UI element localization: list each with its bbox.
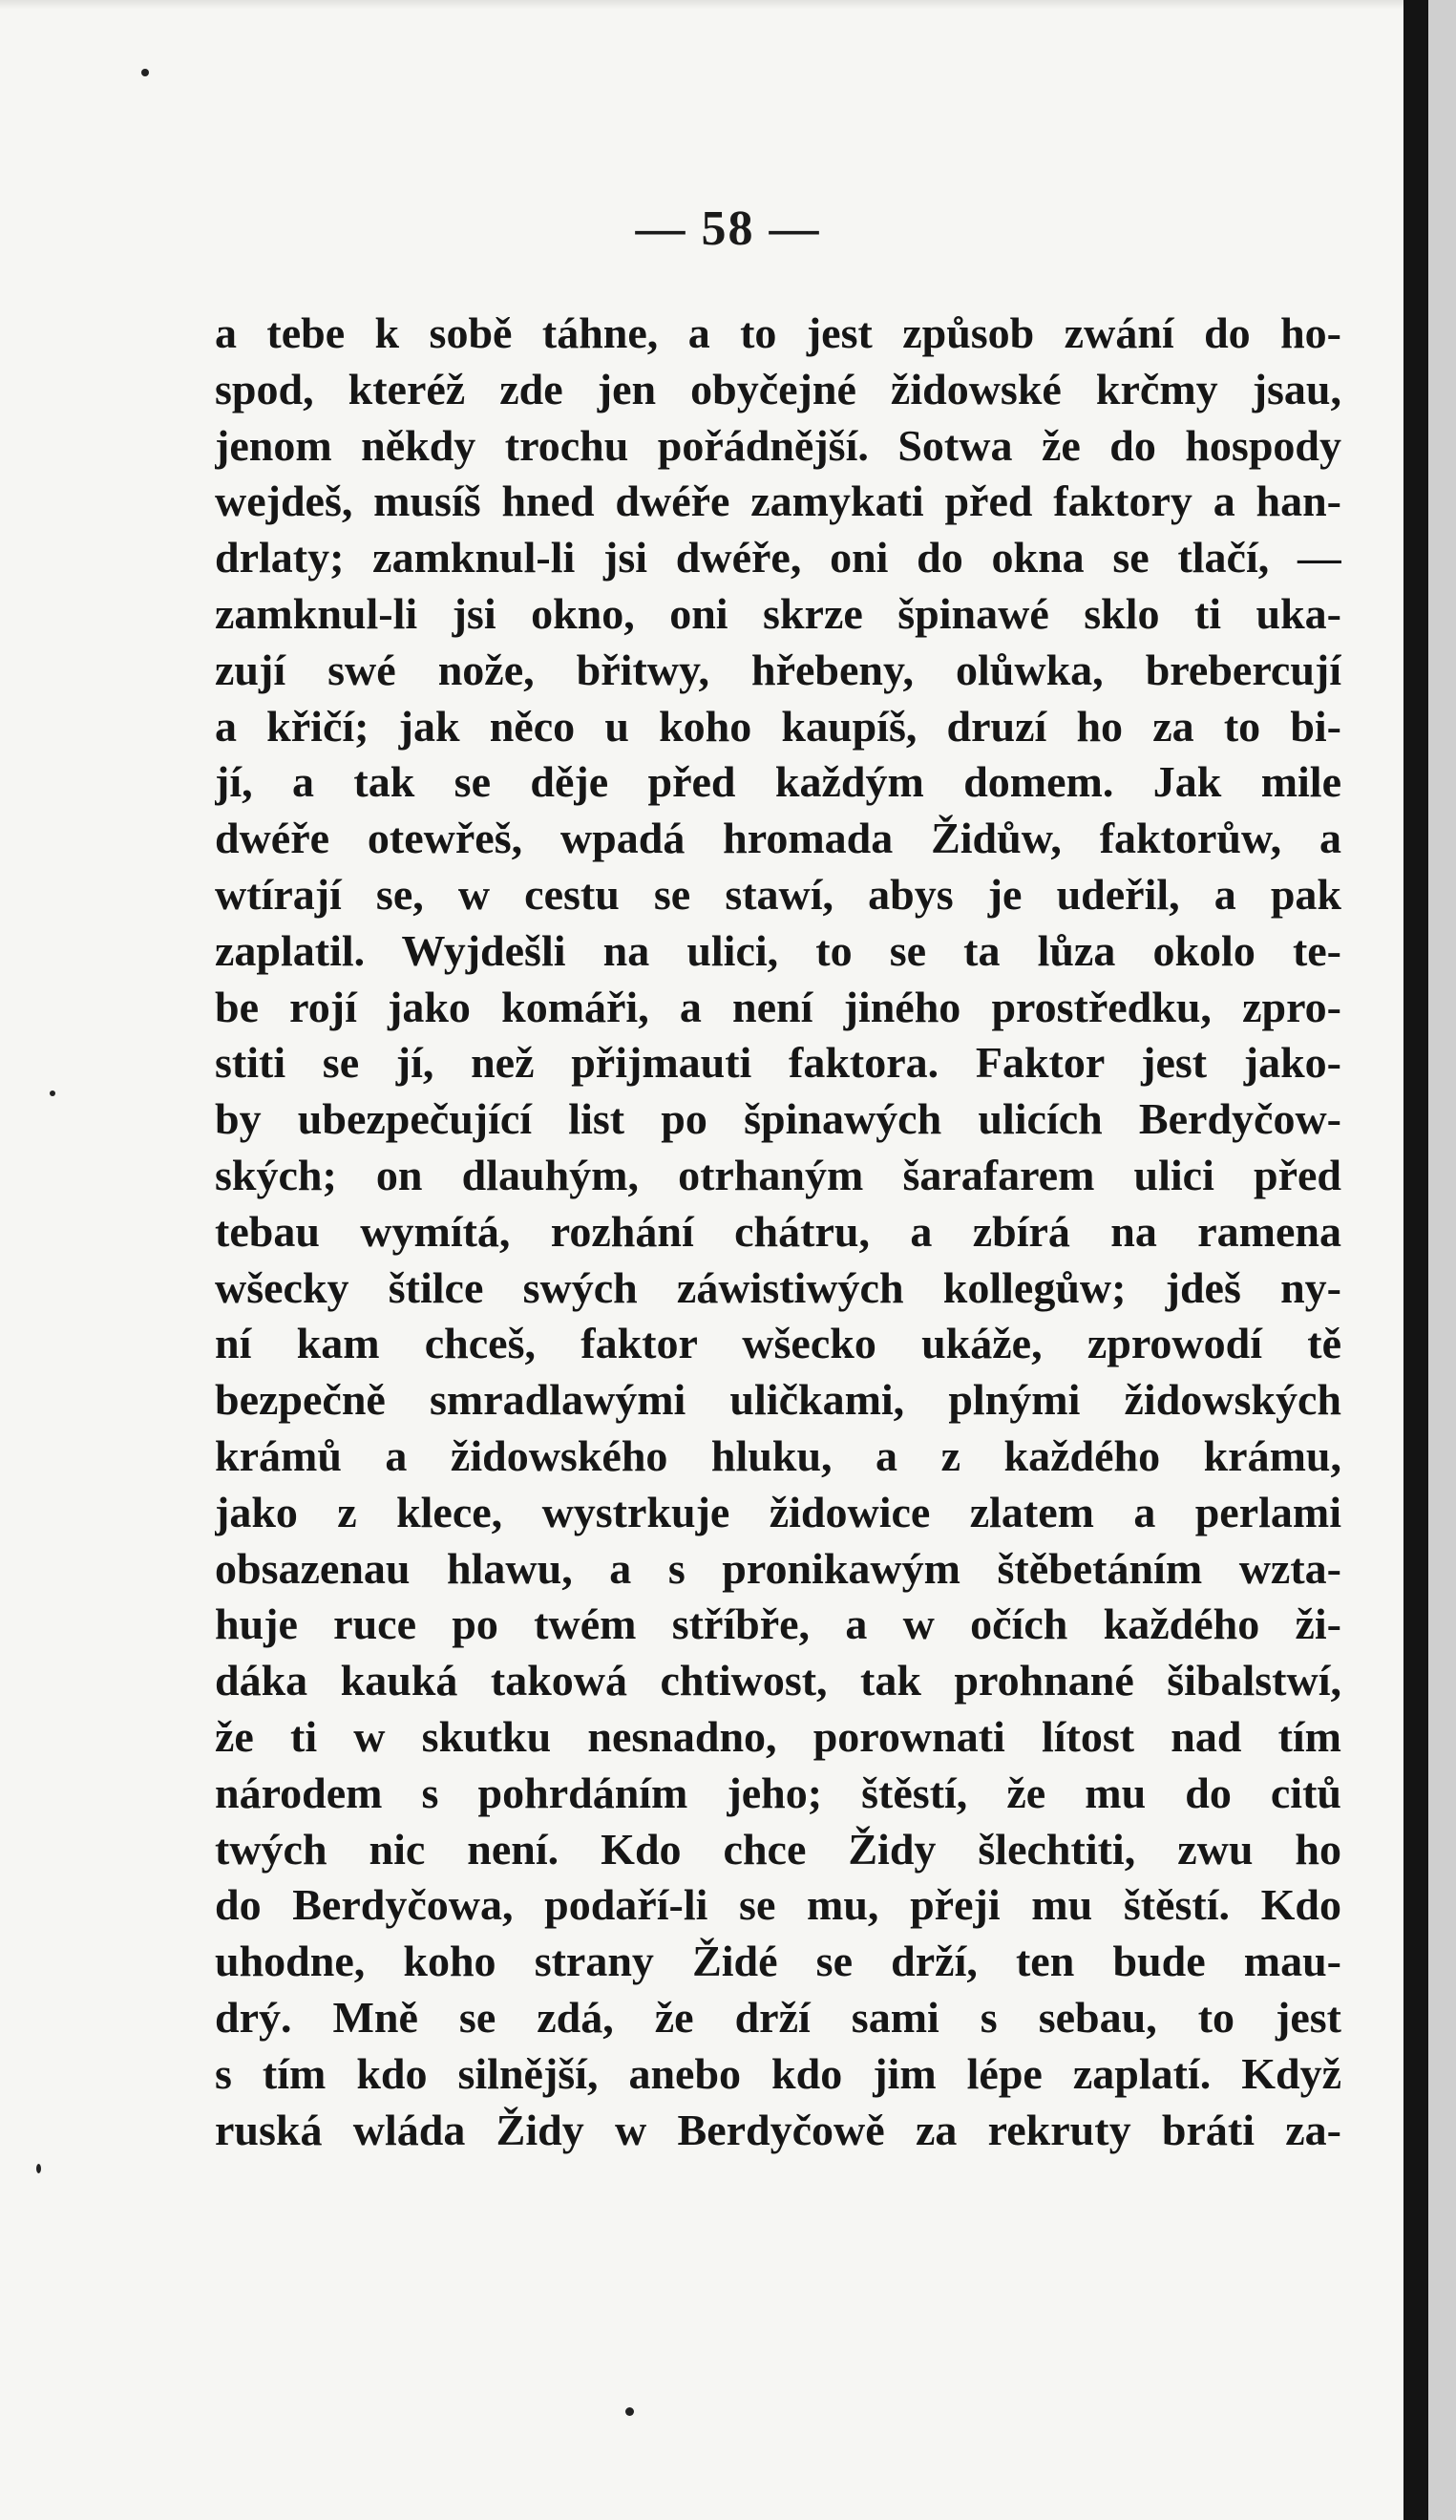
ink-speck	[625, 2407, 634, 2416]
body-text	[215, 306, 1341, 2158]
page-top-edge	[0, 0, 1403, 10]
text-line: be rojí jako komáři, a není jiného prostředku, zpro-	[215, 982, 1341, 1031]
text-line: spod, kteréž zde jen obyčejné židowské krčmy jsau,	[215, 364, 1341, 413]
text-line: bezpečně smradlawými uličkami, plnými židowských	[215, 1375, 1341, 1425]
text-line: tebau wymítá, rozhání chátru, a zbírá na ramena	[215, 1206, 1341, 1256]
text-line: by ubezpečující list po špinawých ulicích Berdyčow-	[215, 1094, 1341, 1144]
ink-speck	[50, 1091, 55, 1096]
text-line: a křičí; jak něco u koho kaupíš, druzí ho za to bi-	[215, 701, 1341, 751]
text-line: zamknul-li jsi okno, oni skrze špinawé sklo ti uka-	[215, 588, 1341, 638]
scan-dark-edge	[1403, 0, 1428, 2520]
text-line: národem s pohrdáním jeho; štěstí, že mu do citů	[215, 1768, 1341, 1817]
ink-speck	[141, 69, 149, 76]
text-line: ských; on dlauhým, otrhaným šarafarem ulici před	[215, 1150, 1341, 1199]
text-line: stiti se jí, než přijmauti faktora. Faktor jest jako-	[215, 1038, 1341, 1088]
text-line: krámů a židowského hluku, a z každého krámu,	[215, 1430, 1341, 1480]
ink-speck	[36, 2164, 41, 2173]
text-line: uhodne, koho strany Židé se drží, ten bude mau-	[215, 1937, 1341, 1986]
text-line: do Berdyčowa, podaří-li se mu, přeji mu štěstí. Kdo	[215, 1880, 1341, 1930]
text-line: obsazenau hlawu, a s pronikawým štěbetáním wzta-	[215, 1543, 1341, 1593]
text-line: jako z klece, wystrkuje židowice zlatem a perlami	[215, 1487, 1341, 1536]
text-line: wšecky štilce swých záwistiwých kollegůw; jdeš ny-	[215, 1262, 1341, 1312]
text-line: že ti w skutku nesnadno, porownati lítost nad tím	[215, 1711, 1341, 1761]
text-line: a tebe k sobě táhne, a to jest způsob zwání do ho-	[215, 308, 1341, 357]
scan-gray-margin	[1428, 0, 1456, 2520]
text-line: dáka kauká takowá chtiwost, tak prohnané šibalstwí,	[215, 1656, 1341, 1705]
text-line: huje ruce po twém stříbře, a w očích každého ži-	[215, 1599, 1341, 1649]
page-number: — 58 —	[635, 201, 821, 256]
text-line: ruská wláda Židy w Berdyčowě za rekruty bráti za-	[215, 2105, 1341, 2154]
text-line: jí, a tak se děje před každým domem. Jak mile	[215, 757, 1341, 807]
text-line: twých nic není. Kdo chce Židy šlechtiti, zwu ho	[215, 1824, 1341, 1874]
text-line: s tím kdo silnější, anebo kdo jim lépe zaplatí. Když	[215, 2048, 1341, 2098]
text-line: ní kam chceš, faktor wšecko ukáže, zprowodí tě	[215, 1319, 1341, 1368]
text-line: jenom někdy trochu pořádnější. Sotwa že do hospody	[215, 420, 1341, 470]
text-line: dwéře otewřeš, wpadá hromada Židůw, faktorůw, a	[215, 814, 1341, 863]
text-line: drý. Mně se zdá, že drží sami s sebau, to jest	[215, 1992, 1341, 2042]
text-line: wtírají se, w cestu se stawí, abys je udeřil, a pak	[215, 869, 1341, 919]
text-line: wejdeš, musíš hned dwéře zamykati před faktory a han-	[215, 476, 1341, 526]
text-line: drlaty; zamknul-li jsi dwéře, oni do okna se tlačí, —	[215, 533, 1341, 582]
text-line: zují swé nože, břitwy, hřebeny, olůwka, brebercují	[215, 645, 1341, 694]
text-line: zaplatil. Wyjdešli na ulici, to se ta lůza okolo te-	[215, 925, 1341, 975]
